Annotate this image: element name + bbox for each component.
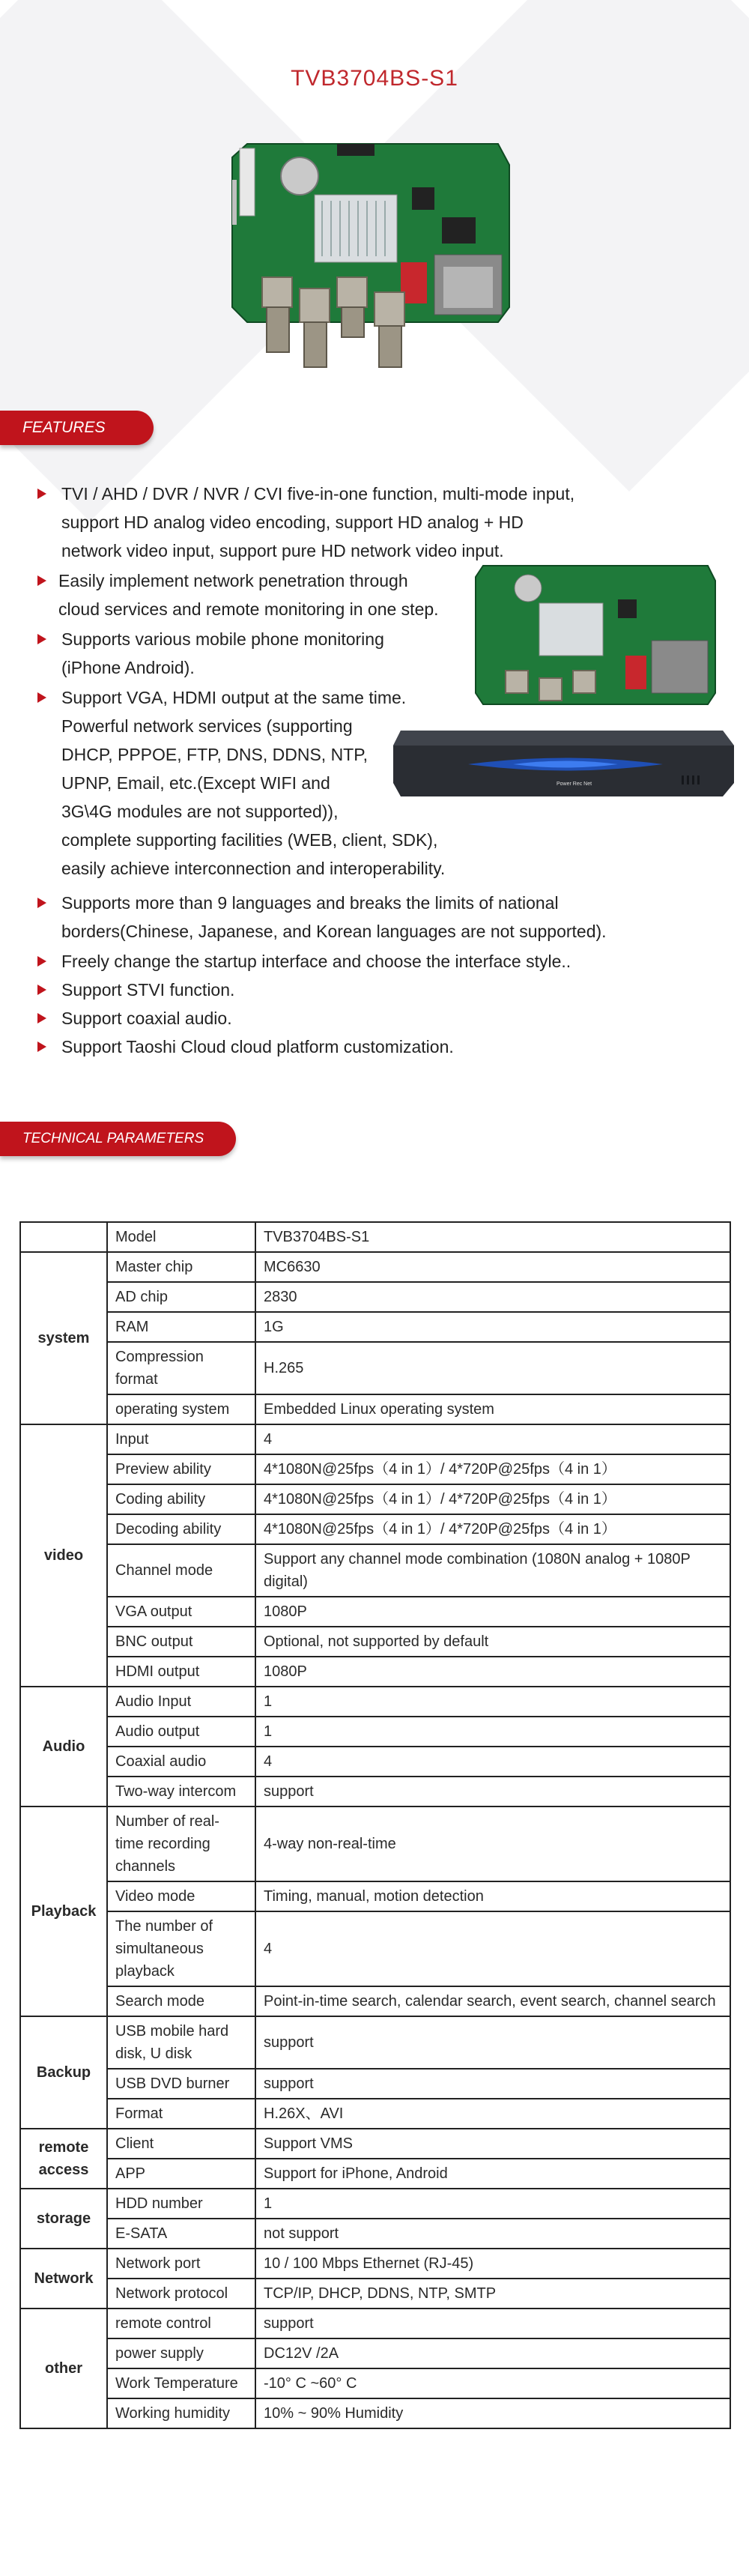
table-row	[20, 2159, 730, 2189]
table-row	[20, 1597, 730, 1627]
parameter-name-cell: The number of simultaneous playback	[107, 1911, 255, 1986]
table-row	[20, 1986, 730, 2016]
parameter-value-cell: 4	[255, 1911, 730, 1986]
dvr-device-image	[393, 558, 738, 813]
parameter-value-cell: Optional, not supported by default	[255, 1627, 730, 1657]
parameter-value-cell: 4*1080N@25fps（4 in 1）/ 4*720P@25fps（4 in 1）	[255, 1514, 730, 1544]
parameter-name-cell: Working humidity	[107, 2398, 255, 2428]
parameter-name-cell: E-SATA	[107, 2219, 255, 2249]
feature-item: Supports various mobile phone monitoring (iPhone Android).	[37, 625, 384, 682]
technical-parameters-table	[19, 1221, 731, 2429]
parameter-name-cell: power supply	[107, 2338, 255, 2368]
table-row	[20, 2069, 730, 2099]
feature-item: Freely change the startup interface and choose the interface style..	[37, 947, 571, 976]
table-row	[20, 1687, 730, 1717]
parameter-name-cell: Decoding ability	[107, 1514, 255, 1544]
table-row	[20, 1747, 730, 1777]
parameter-value-cell: Support any channel mode combination (1080N analog + 1080P digital)	[255, 1544, 730, 1597]
parameter-value-cell: 2830	[255, 1282, 730, 1312]
parameter-value-cell: MC6630	[255, 1252, 730, 1282]
table-row	[20, 1717, 730, 1747]
category-cell: system	[20, 1252, 107, 1424]
parameter-value-cell: DC12V /2A	[255, 2338, 730, 2368]
parameter-name-cell: Channel mode	[107, 1544, 255, 1597]
parameter-value-cell: 4*1080N@25fps（4 in 1）/ 4*720P@25fps（4 in 1）	[255, 1454, 730, 1484]
parameter-name-cell: HDD number	[107, 2189, 255, 2219]
table-row	[20, 1454, 730, 1484]
parameter-name-cell: Master chip	[107, 1252, 255, 1282]
dvr-board-image	[217, 135, 524, 375]
product-title: TVB3704BS-S1	[291, 66, 458, 91]
parameter-name-cell: Number of real-time recording channels	[107, 1806, 255, 1881]
parameter-value-cell: 10 / 100 Mbps Ethernet (RJ-45)	[255, 2249, 730, 2279]
table-row	[20, 1484, 730, 1514]
parameter-name-cell: USB DVD burner	[107, 2069, 255, 2099]
table-row	[20, 1881, 730, 1911]
parameter-value-cell: 1	[255, 1687, 730, 1717]
category-cell: Network	[20, 2249, 107, 2309]
parameter-value-cell: Point-in-time search, calendar search, event search, channel search	[255, 1986, 730, 2016]
table-row	[20, 1394, 730, 1424]
parameter-name-cell: operating system	[107, 1394, 255, 1424]
feature-item: Easily implement network penetration through cloud services and remote monitoring in one step.	[37, 566, 439, 623]
parameter-value-cell: 1	[255, 1717, 730, 1747]
bullet-arrow-icon	[37, 1041, 46, 1052]
feature-item: Support VGA, HDMI output at the same time. Powerful network services (supporting DHCP, PPPOE, FTP, DNS, DDNS, NTP, UPNP, Email, etc.(Except WIFI and 3G\4G modules are not supported)), complete supporting facilities (WEB, client, SDK), easily achieve interconnection and interoperability.	[37, 683, 445, 883]
parameter-name-cell: AD chip	[107, 1282, 255, 1312]
category-cell: Playback	[20, 1806, 107, 2016]
parameter-value-cell: not support	[255, 2219, 730, 2249]
category-cell	[20, 1222, 107, 1252]
parameter-name-cell: Network port	[107, 2249, 255, 2279]
table-row	[20, 2249, 730, 2279]
table-row	[20, 2279, 730, 2309]
parameter-name-cell: Network protocol	[107, 2279, 255, 2309]
table-row	[20, 1627, 730, 1657]
parameter-name-cell: Search mode	[107, 1986, 255, 2016]
technical-parameters-tag: TECHNICAL PARAMETERS	[0, 1122, 236, 1156]
parameter-value-cell: 4	[255, 1747, 730, 1777]
feature-item: Supports more than 9 languages and breaks the limits of national borders(Chinese, Japanese, and Korean languages are not supported).	[37, 889, 607, 946]
bullet-arrow-icon	[37, 634, 46, 644]
parameter-value-cell: H.26X、AVI	[255, 2099, 730, 2129]
table-row	[20, 1312, 730, 1342]
parameter-value-cell: 4-way non-real-time	[255, 1806, 730, 1881]
table-row	[20, 1252, 730, 1282]
table-row	[20, 2368, 730, 2398]
parameter-value-cell: 1080P	[255, 1597, 730, 1627]
table-row	[20, 1777, 730, 1806]
table-row	[20, 2129, 730, 2159]
parameter-name-cell: RAM	[107, 1312, 255, 1342]
parameter-value-cell: Timing, manual, motion detection	[255, 1881, 730, 1911]
category-cell: remote access	[20, 2129, 107, 2189]
parameter-value-cell: 4*1080N@25fps（4 in 1）/ 4*720P@25fps（4 in 1）	[255, 1484, 730, 1514]
category-cell: Backup	[20, 2016, 107, 2129]
parameter-name-cell: Input	[107, 1424, 255, 1454]
parameter-name-cell: VGA output	[107, 1597, 255, 1627]
parameter-name-cell: Preview ability	[107, 1454, 255, 1484]
parameter-value-cell: support	[255, 2069, 730, 2099]
bullet-arrow-icon	[37, 1013, 46, 1024]
table-row	[20, 1282, 730, 1312]
table-row	[20, 2219, 730, 2249]
parameter-value-cell: -10° C ~60° C	[255, 2368, 730, 2398]
dvr-panel-label: Power Rec Net	[557, 781, 592, 787]
table-row	[20, 2189, 730, 2219]
parameter-value-cell: Support for iPhone, Android	[255, 2159, 730, 2189]
parameter-name-cell: Coaxial audio	[107, 1747, 255, 1777]
parameter-value-cell: 1	[255, 2189, 730, 2219]
parameter-value-cell: H.265	[255, 1342, 730, 1394]
parameter-value-cell: support	[255, 2016, 730, 2069]
parameter-name-cell: Client	[107, 2129, 255, 2159]
parameter-value-cell: 1080P	[255, 1657, 730, 1687]
table-row	[20, 1342, 730, 1394]
parameter-name-cell: BNC output	[107, 1627, 255, 1657]
table-row	[20, 2338, 730, 2368]
table-row	[20, 2398, 730, 2428]
table-row	[20, 2309, 730, 2338]
table-row	[20, 1657, 730, 1687]
bullet-arrow-icon	[37, 898, 46, 908]
parameter-name-cell: Work Temperature	[107, 2368, 255, 2398]
bullet-arrow-icon	[37, 692, 46, 703]
category-cell: Audio	[20, 1687, 107, 1806]
feature-item: Support Taoshi Cloud cloud platform customization.	[37, 1032, 454, 1061]
parameter-value-cell: Support VMS	[255, 2129, 730, 2159]
parameter-name-cell: USB mobile hard disk, U disk	[107, 2016, 255, 2069]
parameter-name-cell: remote control	[107, 2309, 255, 2338]
parameter-value-cell: 10% ~ 90% Humidity	[255, 2398, 730, 2428]
parameter-value-cell: 1G	[255, 1312, 730, 1342]
parameter-value-cell: support	[255, 2309, 730, 2338]
parameter-name-cell: Model	[107, 1222, 255, 1252]
table-row	[20, 1806, 730, 1881]
bullet-arrow-icon	[37, 575, 46, 586]
parameter-name-cell: Video mode	[107, 1881, 255, 1911]
parameter-name-cell: Audio output	[107, 1717, 255, 1747]
parameter-name-cell: APP	[107, 2159, 255, 2189]
table-row	[20, 2099, 730, 2129]
parameter-name-cell: Format	[107, 2099, 255, 2129]
table-row	[20, 1911, 730, 1986]
table-row	[20, 2016, 730, 2069]
category-cell: storage	[20, 2189, 107, 2249]
feature-item: Support STVI function.	[37, 976, 234, 1004]
bullet-arrow-icon	[37, 985, 46, 995]
parameter-name-cell: Coding ability	[107, 1484, 255, 1514]
parameter-value-cell: TVB3704BS-S1	[255, 1222, 730, 1252]
table-row	[20, 1514, 730, 1544]
parameter-name-cell: Compression format	[107, 1342, 255, 1394]
parameter-name-cell: HDMI output	[107, 1657, 255, 1687]
table-row	[20, 1544, 730, 1597]
parameter-value-cell: Embedded Linux operating system	[255, 1394, 730, 1424]
parameter-value-cell: support	[255, 1777, 730, 1806]
bullet-arrow-icon	[37, 489, 46, 499]
category-cell: other	[20, 2309, 107, 2428]
bullet-arrow-icon	[37, 956, 46, 967]
parameter-value-cell: TCP/IP, DHCP, DDNS, NTP, SMTP	[255, 2279, 730, 2309]
table-row	[20, 1222, 730, 1252]
parameter-name-cell: Two-way intercom	[107, 1777, 255, 1806]
table-row	[20, 1424, 730, 1454]
features-tag: FEATURES	[0, 411, 154, 445]
feature-item: TVI / AHD / DVR / NVR / CVI five-in-one function, multi-mode input, support HD analog video encoding, support HD analog + HD network video input, support pure HD network video input.	[37, 480, 574, 565]
parameter-value-cell: 4	[255, 1424, 730, 1454]
feature-item: Support coaxial audio.	[37, 1004, 232, 1032]
parameter-name-cell: Audio Input	[107, 1687, 255, 1717]
category-cell: video	[20, 1424, 107, 1687]
